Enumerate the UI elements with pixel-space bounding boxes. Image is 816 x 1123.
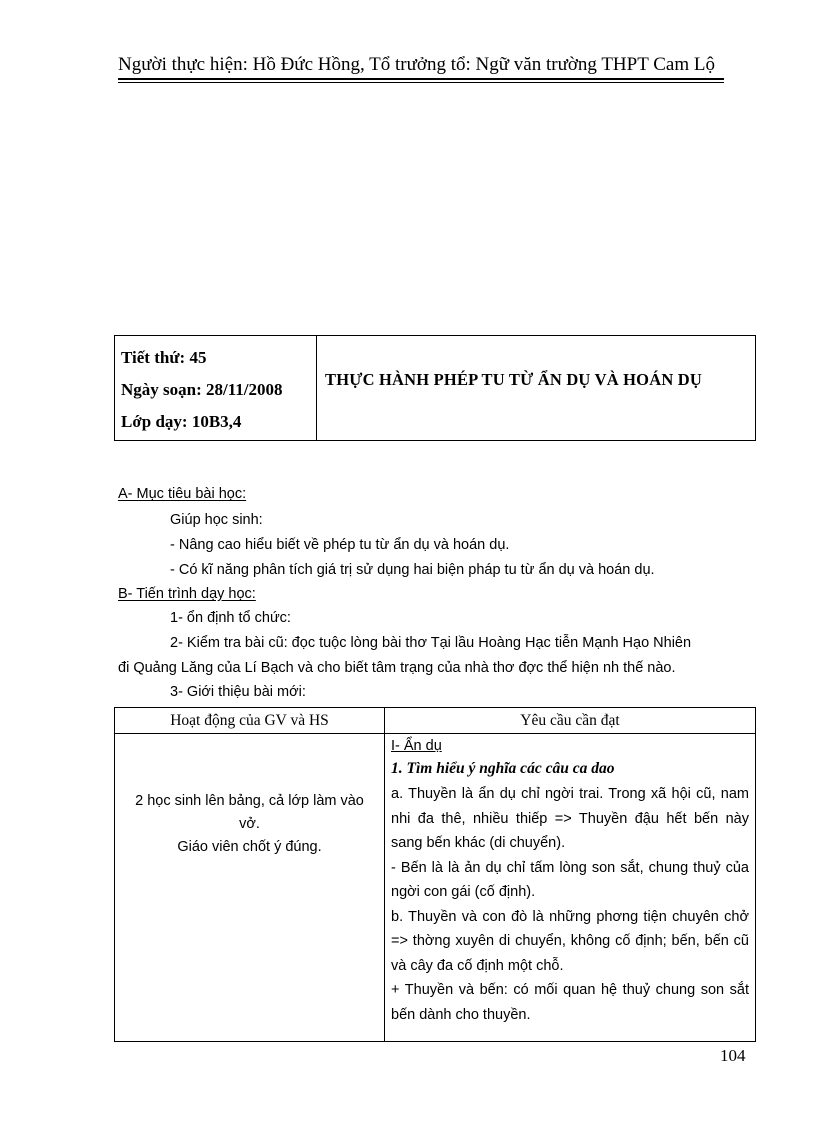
section-b-heading: B- Tiến trình dạy học:	[118, 586, 256, 602]
activity-table-header	[115, 708, 755, 734]
lesson-info-table	[114, 335, 756, 441]
section-a-line: - Có kĩ năng phân tích giá trị sử dụng hai biện pháp tu từ ẩn dụ và hoán dụ.	[170, 562, 655, 578]
section-a-line: Giúp học sinh:	[170, 512, 263, 528]
requirements-paragraph: b. Thuyền và con đò là những phơng tiện chuyên chở => thờng xuyên di chuyển, không cố định; bến, bến cũ và cây đa cố định một chỗ.	[391, 908, 749, 974]
period-label: Tiết thứ: 45	[121, 348, 207, 367]
column-header-activities: Hoạt động của GV và HS	[115, 708, 385, 733]
section-a-line: - Nâng cao hiểu biết về phép tu từ ẩn dụ và hoán dụ.	[170, 537, 510, 553]
requirements-paragraph: - Bến là là ản dụ chỉ tấm lòng son sắt, chung thuỷ của ngời con gái (cố định).	[391, 859, 749, 900]
page-number: 104	[720, 1046, 746, 1065]
requirements-paragraph: + Thuyền và bến: có mối quan hệ thuỷ chung son sắt bến dành cho thuyền.	[391, 982, 749, 1023]
activity-line: 2 học sinh lên bảng, cả lớp làm vào	[135, 793, 364, 809]
requirements-cell	[385, 734, 755, 1041]
header-rule	[118, 78, 724, 80]
section-a-heading: A- Mục tiêu bài học:	[118, 486, 247, 502]
class-label: Lớp dạy: 10B3,4	[121, 412, 242, 431]
lesson-info-right	[317, 336, 755, 440]
date-label: Ngày soạn: 28/11/2008	[121, 380, 283, 399]
activity-table	[114, 707, 756, 1042]
section-b-line: đi Quảng Lăng của Lí Bạch và cho biết tâm trạng của nhà thơ đợc thể hiện nh thế nào.	[118, 660, 676, 676]
activity-line: vở.	[239, 816, 260, 832]
column-header-requirements: Yêu cầu cần đạt	[520, 712, 620, 729]
requirements-heading: I- Ẩn dụ	[391, 738, 442, 754]
section-b-line: 1- ổn định tổ chức:	[170, 610, 291, 626]
page-header: Người thực hiện: Hồ Đức Hồng, Tổ trưởng tổ: Ngữ văn trường THPT Cam Lộ	[118, 54, 715, 75]
requirements-subheading: 1. Tìm hiểu ý nghĩa các câu ca dao	[391, 760, 615, 777]
lesson-info-left	[115, 336, 317, 440]
header-rule-thin	[118, 82, 724, 83]
activities-cell	[115, 734, 385, 1041]
activity-line: Giáo viên chốt ý đúng.	[177, 839, 322, 855]
requirements-paragraph: a. Thuyền là ẩn dụ chỉ ngời trai. Trong xã hội cũ, nam nhi đa thê, nhiều thiếp => Thuyền đậu hết bến này sang bến khác (di chuyển).	[391, 786, 749, 851]
section-b-line: 2- Kiểm tra bài cũ: đọc tuộc lòng bài thơ Tại lầu Hoàng Hạc tiễn Mạnh Hạo Nhiên	[170, 635, 692, 651]
lesson-title: THỰC HÀNH PHÉP TU TỪ ẨN DỤ VÀ HOÁN DỤ	[325, 370, 702, 389]
activity-table-row	[115, 734, 755, 1041]
section-b-line: 3- Giới thiệu bài mới:	[170, 684, 306, 700]
